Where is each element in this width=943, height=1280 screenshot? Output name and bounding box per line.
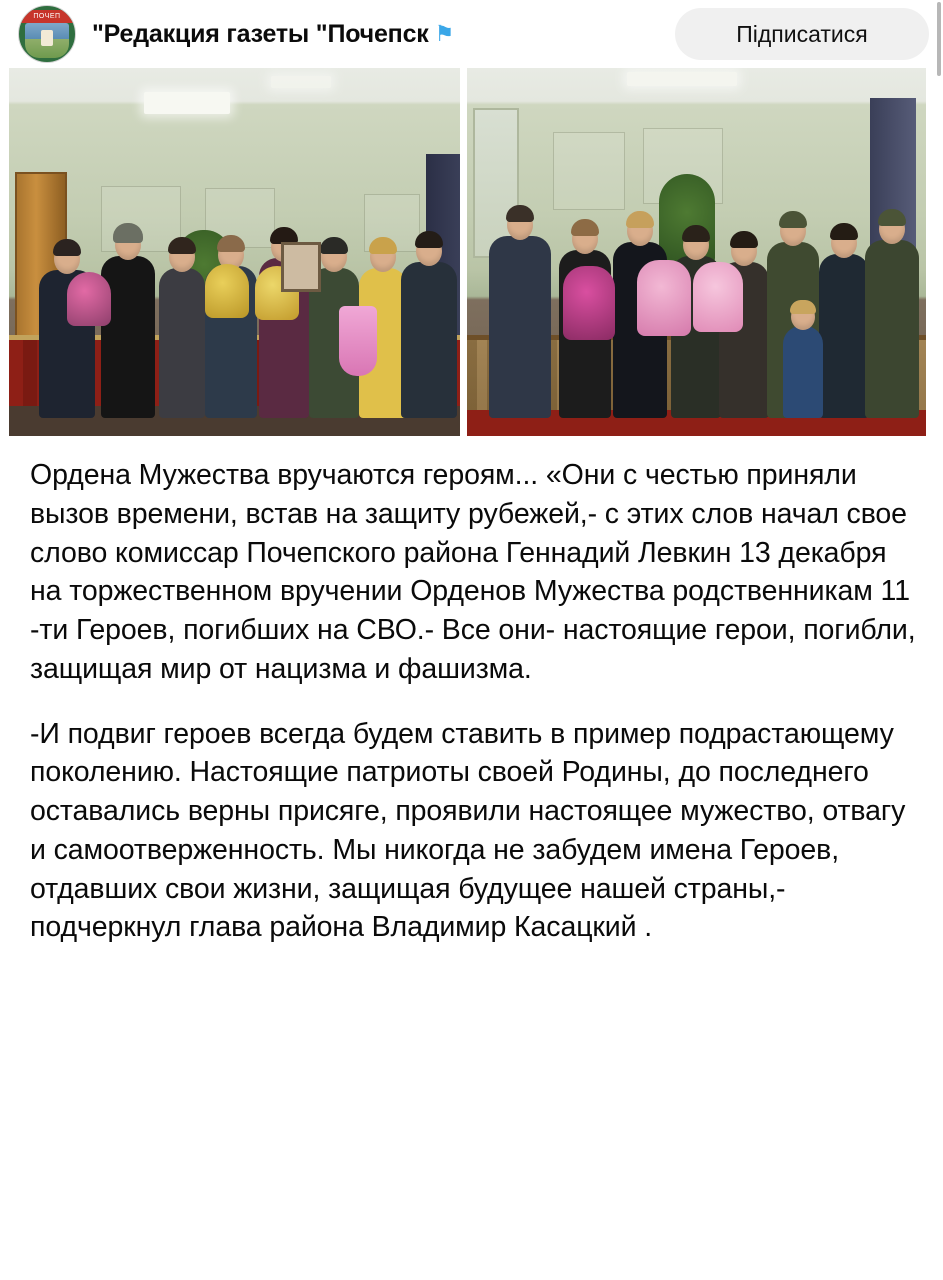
person [401,262,457,418]
photo-album [0,68,943,436]
person [101,256,155,418]
channel-name[interactable]: "Редакция газеты "Почепск [92,19,429,48]
bouquet [637,260,691,336]
avatar-crest-tower [41,30,53,46]
award-ceremony-photo-right[interactable] [467,68,926,436]
person-officer [865,240,919,418]
channel-header [0,0,943,68]
scrollbar[interactable] [937,2,941,76]
post-paragraph: Ордена Мужества вручаются героям... «Они с честью приняли вызов времени, встав на защиту рубежей,- с этих слов начал свое слово комиссар Почепского района Геннадий Левкин 13 декабря на торжественном вручении Орденов Мужества родственникам 11 -ти Героев, погибших на СВО.- Все они- настоящие герои, погибли, защищая мир от нацизма и фашизма. [30,459,916,685]
avatar[interactable] [18,5,76,63]
person [159,268,205,418]
subscribe-button[interactable]: Підписатися [675,8,929,60]
portrait-frame [281,242,321,292]
bouquet [339,306,377,376]
bouquet [563,266,615,340]
avatar-crest-text: ПОЧЕП [19,10,75,23]
ceiling-light [271,76,331,88]
post-text [0,436,943,947]
blue-flag-icon: ⚑ [434,21,455,46]
person-hair [113,223,143,243]
person [819,254,869,418]
person-hair [790,300,816,314]
post-paragraph: -И подвиг героев всегда будем ставить в пример подрастающему поколению. Настоящие патриоты своей Родины, до последнего оставались верны присяге, проявили настоящее мужество, отвагу и самоотверженность. Мы никогда не забудем имена Героев, отдавших свои жизни, защищая будущее нашей страны,- подчеркнул глава района Владимир Касацкий . [30,717,906,944]
wall-panel [553,132,625,210]
person-child [783,326,823,418]
award-ceremony-photo-left[interactable] [9,68,460,436]
bouquet [693,262,743,332]
ceiling-light [144,92,230,114]
bouquet [205,264,249,318]
person [489,236,551,418]
bouquet [67,272,111,326]
ceiling-light [627,72,737,86]
